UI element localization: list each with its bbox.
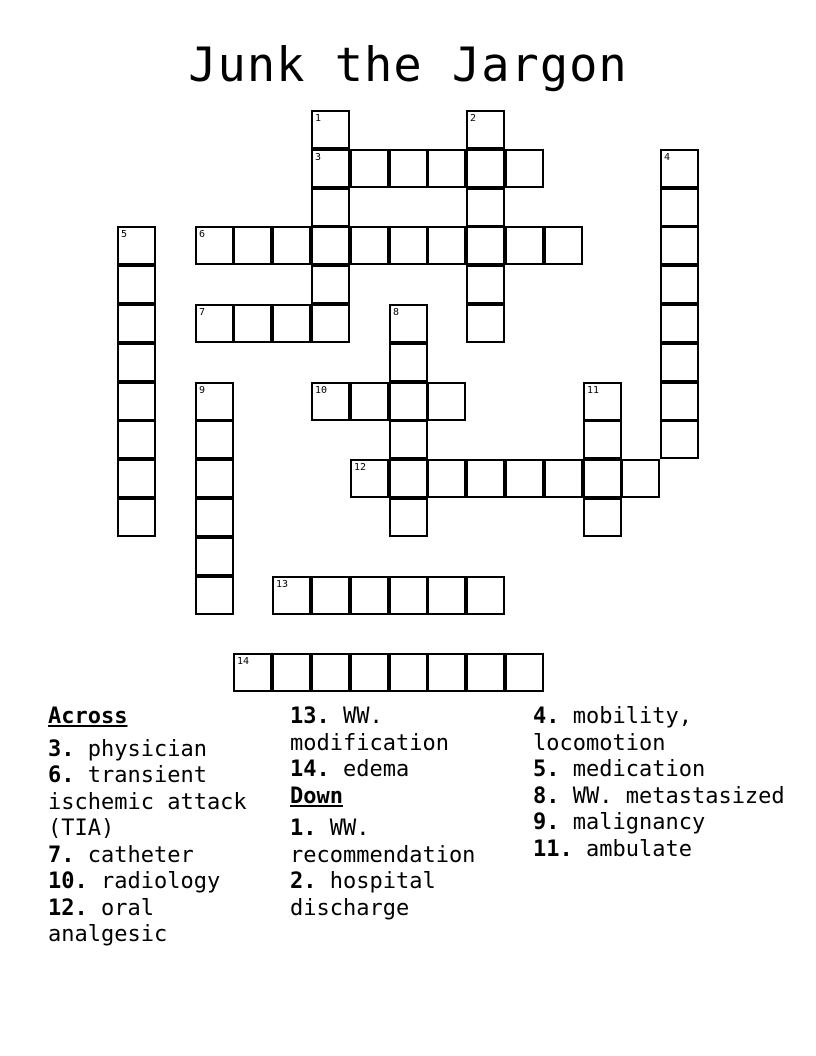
- clue-number: 7: [199, 307, 206, 318]
- grid-cell[interactable]: [389, 343, 428, 382]
- grid-cell[interactable]: [272, 653, 311, 692]
- grid-cell[interactable]: [427, 576, 466, 615]
- grid-cell[interactable]: [272, 226, 311, 265]
- grid-cell[interactable]: [195, 459, 234, 498]
- grid-cell[interactable]: [350, 149, 389, 188]
- grid-cell[interactable]: [311, 304, 350, 343]
- grid-cell[interactable]: [311, 226, 350, 265]
- clue-number: 14: [237, 656, 250, 667]
- grid-cell[interactable]: [583, 420, 622, 459]
- grid-cell[interactable]: [311, 110, 350, 149]
- clue-down-9: 9. malignancy: [533, 810, 706, 835]
- clue-number: 5: [121, 229, 128, 240]
- clue-number: 3: [315, 152, 322, 163]
- grid-cell[interactable]: [272, 576, 311, 615]
- grid-cell[interactable]: [583, 382, 622, 421]
- grid-cell[interactable]: [389, 149, 428, 188]
- grid-cell[interactable]: [466, 265, 505, 304]
- grid-cell[interactable]: [583, 459, 622, 498]
- grid-cell[interactable]: [350, 459, 389, 498]
- clue-across-14: 14. edema: [290, 757, 410, 782]
- clue-down-4: 4. mobility, locomotion: [533, 704, 692, 756]
- clue-down-2: 2. hospital discharge: [290, 869, 436, 921]
- grid-cell[interactable]: [311, 653, 350, 692]
- grid-cell[interactable]: [389, 653, 428, 692]
- grid-cell[interactable]: [311, 265, 350, 304]
- across-heading: Across: [48, 704, 128, 729]
- grid-cell[interactable]: [466, 459, 505, 498]
- grid-cell[interactable]: [389, 498, 428, 537]
- grid-cell[interactable]: [272, 304, 311, 343]
- grid-cell[interactable]: [660, 265, 699, 304]
- clue-column-2: [290, 704, 530, 922]
- grid-cell[interactable]: [311, 382, 350, 421]
- grid-cell[interactable]: [466, 110, 505, 149]
- grid-cell[interactable]: [389, 226, 428, 265]
- clue-down-5: 5. medication: [533, 757, 706, 782]
- grid-cell[interactable]: [117, 265, 156, 304]
- grid-cell[interactable]: [389, 382, 428, 421]
- grid-cell[interactable]: [466, 149, 505, 188]
- grid-cell[interactable]: [466, 226, 505, 265]
- grid-cell[interactable]: [389, 420, 428, 459]
- grid-cell[interactable]: [466, 576, 505, 615]
- grid-cell[interactable]: [233, 226, 272, 265]
- puzzle-title: Junk the Jargon: [188, 38, 628, 93]
- grid-cell[interactable]: [660, 226, 699, 265]
- grid-cell[interactable]: [117, 382, 156, 421]
- grid-cell[interactable]: [311, 576, 350, 615]
- grid-cell[interactable]: [350, 576, 389, 615]
- clue-column-1: [48, 704, 278, 949]
- grid-cell[interactable]: [117, 459, 156, 498]
- clue-across-3: 3. physician: [48, 736, 207, 762]
- grid-cell[interactable]: [195, 498, 234, 537]
- clue-number: 9: [199, 385, 206, 396]
- grid-cell[interactable]: [427, 226, 466, 265]
- grid-cell[interactable]: [195, 537, 234, 576]
- grid-cell[interactable]: [544, 226, 583, 265]
- clue-number: 6: [199, 229, 206, 240]
- grid-cell[interactable]: [427, 653, 466, 692]
- grid-cell[interactable]: [660, 304, 699, 343]
- grid-cell[interactable]: [427, 149, 466, 188]
- clue-down-11: 11. ambulate: [533, 836, 692, 862]
- grid-cell[interactable]: [117, 420, 156, 459]
- grid-cell[interactable]: [466, 653, 505, 692]
- grid-cell[interactable]: [660, 149, 699, 188]
- grid-cell[interactable]: [505, 149, 544, 188]
- clue-down-1: 1. WW. recommendation: [290, 816, 476, 868]
- grid-cell[interactable]: [505, 226, 544, 265]
- clue-number: 1: [315, 113, 322, 124]
- clue-across-7: 7. catheter: [48, 842, 194, 868]
- grid-cell[interactable]: [583, 498, 622, 537]
- clue-across-13: 13. WW. modification: [290, 704, 449, 756]
- grid-cell[interactable]: [427, 459, 466, 498]
- clue-number: 8: [393, 307, 400, 318]
- grid-cell[interactable]: [505, 653, 544, 692]
- grid-cell[interactable]: [117, 226, 156, 265]
- grid-cell[interactable]: [117, 498, 156, 537]
- grid-cell[interactable]: [195, 304, 234, 343]
- clue-number: 12: [354, 462, 367, 473]
- grid-cell[interactable]: [350, 653, 389, 692]
- grid-cell[interactable]: [117, 304, 156, 343]
- grid-cell[interactable]: [389, 304, 428, 343]
- grid-cell[interactable]: [505, 459, 544, 498]
- clue-column-3: [533, 704, 793, 863]
- grid-cell[interactable]: [233, 653, 272, 692]
- grid-cell[interactable]: [427, 382, 466, 421]
- grid-cell[interactable]: [389, 459, 428, 498]
- grid-cell[interactable]: [195, 576, 234, 615]
- clue-number: 4: [664, 152, 671, 163]
- clue-across-12: 12. oral analgesic: [48, 895, 168, 947]
- clue-across-10: 10. radiology: [48, 869, 221, 894]
- grid-cell[interactable]: [660, 188, 699, 227]
- grid-cell[interactable]: [233, 304, 272, 343]
- grid-cell[interactable]: [195, 420, 234, 459]
- grid-cell[interactable]: [311, 149, 350, 188]
- grid-cell[interactable]: [660, 420, 699, 459]
- clue-down-8: 8. WW. metastasized: [533, 783, 785, 809]
- clue-across-6: 6. transient ischemic attack (TIA): [48, 763, 247, 841]
- grid-cell[interactable]: [660, 343, 699, 382]
- grid-cell[interactable]: [660, 382, 699, 421]
- clue-number: 11: [587, 385, 600, 396]
- grid-cell[interactable]: [389, 576, 428, 615]
- grid-cell[interactable]: [466, 304, 505, 343]
- down-heading: Down: [290, 783, 343, 809]
- grid-cell[interactable]: [350, 382, 389, 421]
- grid-cell[interactable]: [350, 226, 389, 265]
- grid-cell[interactable]: [117, 343, 156, 382]
- grid-cell[interactable]: [311, 188, 350, 227]
- grid-cell[interactable]: [195, 226, 234, 265]
- grid-cell[interactable]: [544, 459, 583, 498]
- grid-cell[interactable]: [621, 459, 660, 498]
- clue-number: 10: [315, 385, 328, 396]
- grid-cell[interactable]: [195, 382, 234, 421]
- clue-number: 2: [470, 113, 477, 124]
- clue-number: 13: [276, 579, 289, 590]
- grid-cell[interactable]: [466, 188, 505, 227]
